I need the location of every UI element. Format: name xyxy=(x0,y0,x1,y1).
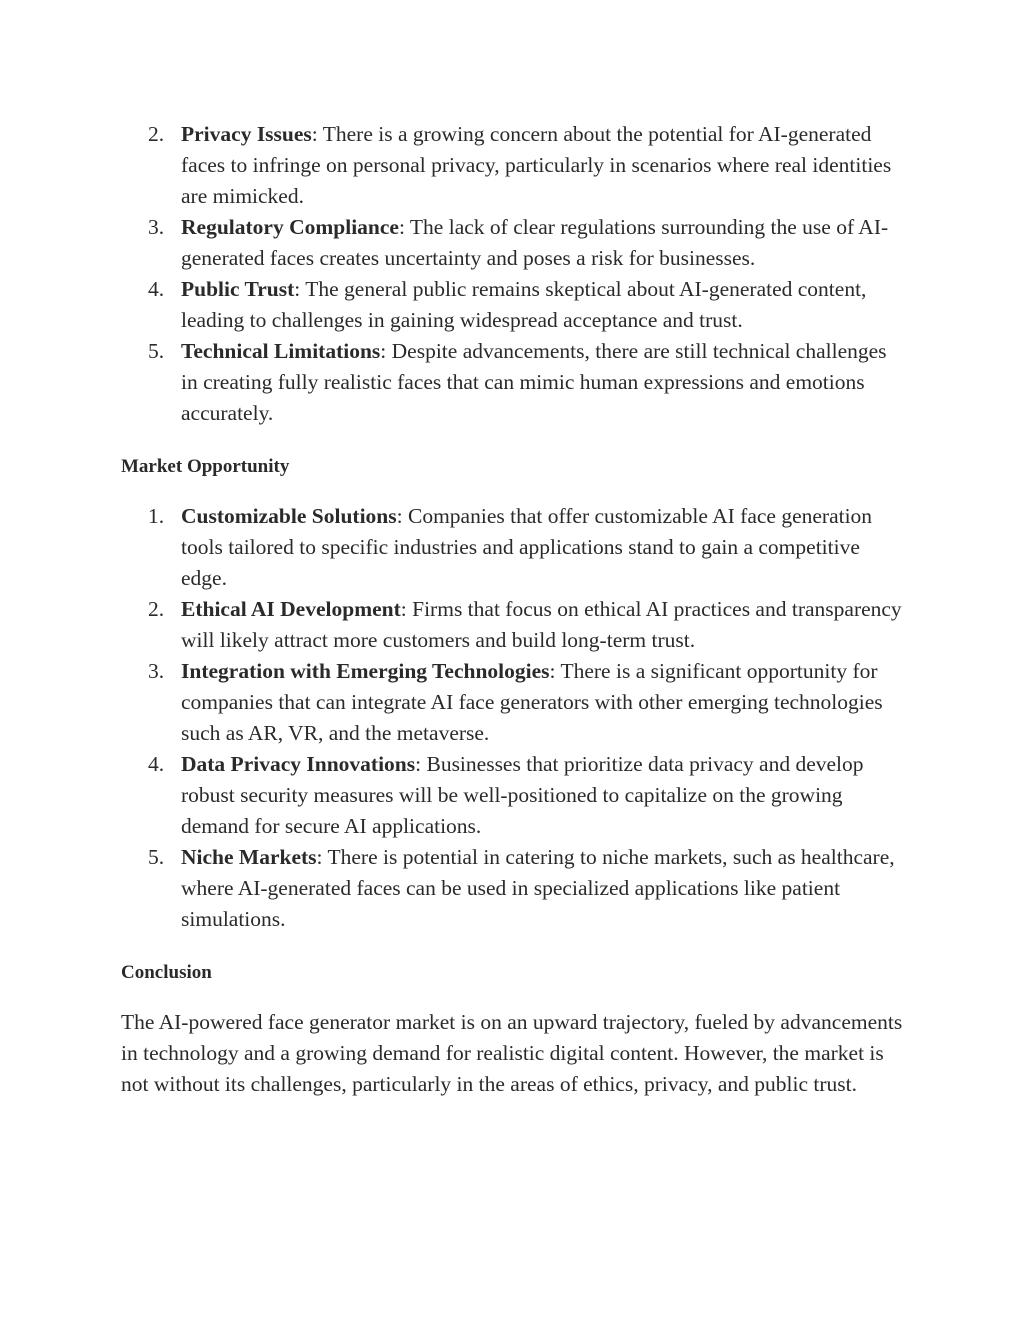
list-number: 4. xyxy=(148,752,165,776)
list-item xyxy=(0,336,903,429)
item-title: Ethical AI Development xyxy=(181,597,401,621)
list-number: 4. xyxy=(148,277,165,301)
list-item xyxy=(0,749,903,842)
item-title: Technical Limitations xyxy=(181,339,381,363)
list-number: 3. xyxy=(148,215,165,239)
item-text: : Businesses that prioritize data privacy and develop robust security measures will be well-positioned to capitalize on the growing demand for secure AI applications. xyxy=(181,752,864,838)
list-number: 5. xyxy=(148,845,165,869)
item-text: : Despite advancements, there are still technical challenges in creating fully realistic faces that can mimic human expressions and emotions accurately. xyxy=(181,339,887,425)
conclusion-paragraph: The AI-powered face generator market is on an upward trajectory, fueled by advancements in technology and a growing demand for realistic digital content. However, the market is not without its challenges, particularly in the areas of ethics, privacy, and public trust. xyxy=(121,1010,903,1096)
item-text: : Firms that focus on ethical AI practices and transparency will likely attract more customers and build long-term trust. xyxy=(181,597,902,652)
list-number: 3. xyxy=(148,659,165,683)
conclusion-heading: Conclusion xyxy=(121,962,212,983)
item-text: : There is a significant opportunity for companies that can integrate AI face generators with other emerging technologies such as AR, VR, and the metaverse. xyxy=(181,659,883,745)
list-number: 2. xyxy=(148,122,165,146)
item-text: : The lack of clear regulations surrounding the use of AI-generated faces creates uncertainty and poses a risk for businesses. xyxy=(181,215,889,270)
item-text: : Companies that offer customizable AI face generation tools tailored to specific industries and applications stand to gain a competitive edge. xyxy=(181,504,873,590)
market-opportunity-heading: Market Opportunity xyxy=(121,456,290,477)
item-title: Regulatory Compliance xyxy=(181,215,399,239)
challenges-list xyxy=(0,119,1024,429)
list-number: 2. xyxy=(148,597,165,621)
item-title: Integration with Emerging Technologies xyxy=(181,659,550,683)
list-number: 5. xyxy=(148,339,165,363)
list-item xyxy=(0,656,903,749)
list-item xyxy=(0,594,903,656)
item-text: : There is potential in catering to niche markets, such as healthcare, where AI-generated faces can be used in specialized applications like patient simulations. xyxy=(181,845,895,931)
list-item xyxy=(0,119,903,212)
item-text: : The general public remains skeptical about AI-generated content, leading to challenges in gaining widespread acceptance and trust. xyxy=(181,277,867,332)
list-item xyxy=(0,274,903,336)
list-item xyxy=(0,212,903,274)
list-item xyxy=(0,501,903,594)
list-item xyxy=(0,842,903,935)
item-title: Privacy Issues xyxy=(181,122,312,146)
market-opportunity-list xyxy=(0,501,1024,935)
item-text: : There is a growing concern about the potential for AI-generated faces to infringe on personal privacy, particularly in scenarios where real identities are mimicked. xyxy=(181,122,892,208)
list-number: 1. xyxy=(148,504,165,528)
item-title: Customizable Solutions xyxy=(181,504,397,528)
item-title: Public Trust xyxy=(181,277,295,301)
item-title: Niche Markets xyxy=(181,845,317,869)
item-title: Data Privacy Innovations xyxy=(181,752,416,776)
